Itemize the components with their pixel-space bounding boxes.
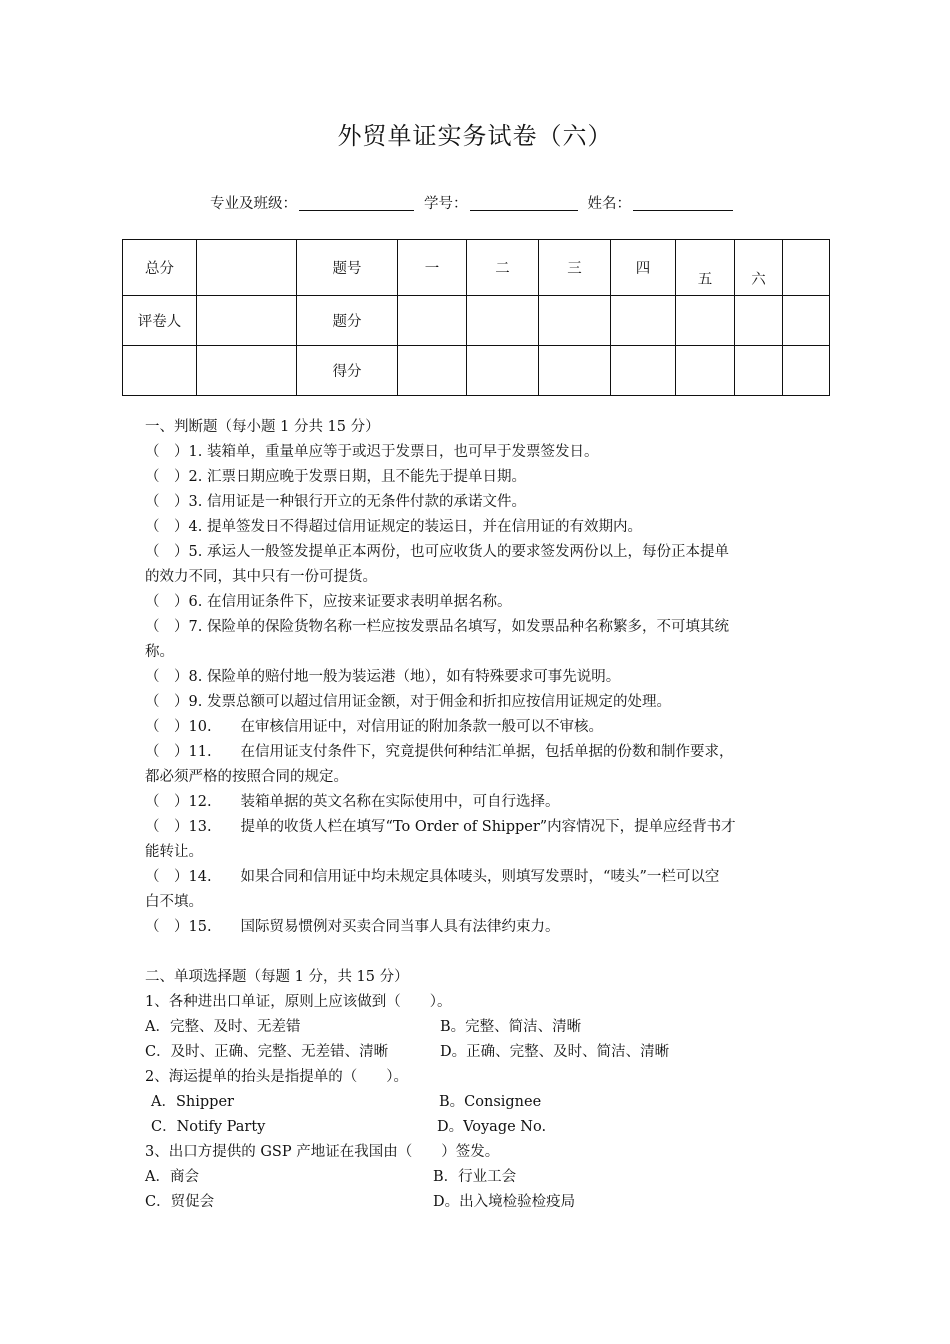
option-a[interactable]: A．完整、及时、无差错 — [145, 1019, 301, 1035]
list-item: （ ）1. 装箱单，重量单应等于或迟于发票日，也可早于发票签发日。 — [145, 444, 599, 460]
list-item: 能转让。 — [145, 844, 203, 860]
student-info — [210, 192, 743, 213]
table-cell[interactable] — [735, 346, 783, 396]
col-header-1: 一 — [398, 240, 467, 296]
list-item: （ ）5. 承运人一般签发提单正本两份，也可应收货人的要求签发两份以上，每份正本提单 — [145, 544, 729, 560]
question-3-options-ab — [145, 1165, 810, 1190]
total-label: 总分 — [123, 240, 197, 296]
list-item: （ ）3. 信用证是一种银行开立的无条件付款的承诺文件。 — [145, 494, 526, 510]
table-cell[interactable] — [467, 346, 539, 396]
spacer — [145, 940, 810, 965]
table-cell[interactable] — [676, 346, 735, 396]
option-c[interactable]: C．及时、正确、完整、无差错、清晰 — [145, 1044, 389, 1060]
table-cell[interactable] — [783, 346, 830, 396]
list-item: （ ）15. 国际贸易惯例对买卖合同当事人具有法律约束力。 — [145, 919, 560, 935]
option-d[interactable]: D。Voyage No. — [437, 1119, 547, 1135]
list-item: 的效力不同，其中只有一份可提货。 — [145, 569, 377, 585]
list-item: （ ）7. 保险单的保险货物名称一栏应按发票品名填写，如发票品种名称繁多，不可填其统 — [145, 619, 729, 635]
student-id-label: 学号： — [424, 196, 468, 212]
question-3-options-cd — [145, 1190, 810, 1215]
list-item: （ ）9. 发票总额可以超过信用证金额，对于佣金和折扣应按信用证规定的处理。 — [145, 694, 671, 710]
list-item: （ ）4. 提单签发日不得超过信用证规定的装运日，并在信用证的有效期内。 — [145, 519, 642, 535]
table-cell[interactable] — [783, 296, 830, 346]
exam-body — [145, 415, 810, 1215]
option-c[interactable]: C．贸促会 — [145, 1194, 215, 1210]
col-header-5: 五 — [676, 240, 735, 296]
option-a[interactable]: A．Shipper — [151, 1094, 234, 1110]
grader-cell[interactable] — [197, 296, 297, 346]
total-cell[interactable] — [197, 240, 297, 296]
list-item: 白不填。 — [145, 894, 203, 910]
table-row — [123, 240, 830, 296]
col-header-2: 二 — [467, 240, 539, 296]
exam-title: 外贸单证实务试卷（六） — [337, 122, 613, 150]
list-item: （ ）13. 提单的收货人栏在填写“To Order of Shipper”内容情况下，提单应经背书才 — [145, 819, 736, 835]
table-row — [123, 346, 830, 396]
class-blank[interactable] — [299, 194, 414, 211]
table-cell[interactable] — [676, 296, 735, 346]
list-item: （ ）6. 在信用证条件下，应按来证要求表明单据名称。 — [145, 594, 512, 610]
table-cell[interactable] — [539, 296, 611, 346]
question-1-stem: 1、各种进出口单证，原则上应该做到（ ）。 — [145, 994, 452, 1010]
question-1-options-cd — [145, 1040, 810, 1065]
table-cell[interactable] — [467, 296, 539, 346]
list-item: （ ）10. 在审核信用证中，对信用证的附加条款一般可以不审核。 — [145, 719, 604, 735]
option-a[interactable]: A．商会 — [145, 1169, 199, 1185]
points-label: 题分 — [297, 296, 398, 346]
question-2-stem: 2、海运提单的抬头是指提单的（ ）。 — [145, 1069, 408, 1085]
table-cell[interactable] — [611, 296, 676, 346]
score-table — [122, 239, 830, 396]
option-d[interactable]: D。出入境检验检疫局 — [433, 1194, 576, 1210]
list-item: （ ）14. 如果合同和信用证中均未规定具体唛头，则填写发票时，“唛头”一栏可以空 — [145, 869, 720, 885]
table-cell[interactable] — [735, 296, 783, 346]
option-b[interactable]: B。Consignee — [439, 1094, 542, 1110]
table-cell[interactable] — [539, 346, 611, 396]
list-item: （ ）11. 在信用证支付条件下，究竟提供何种结汇单据，包括单据的份数和制作要求， — [145, 744, 734, 760]
table-cell — [783, 240, 830, 296]
name-blank[interactable] — [633, 194, 733, 211]
question-3-stem: 3、出口方提供的 GSP 产地证在我国由（ ）签发。 — [145, 1144, 500, 1160]
option-b[interactable]: B．行业工会 — [433, 1169, 517, 1185]
col-header-6: 六 — [735, 240, 783, 296]
table-cell[interactable] — [123, 346, 197, 396]
list-item: （ ）8. 保险单的赔付地一般为装运港（地），如有特殊要求可事先说明。 — [145, 669, 621, 685]
name-label: 姓名： — [587, 196, 631, 212]
table-cell[interactable] — [611, 346, 676, 396]
list-item: 都必须严格的按照合同的规定。 — [145, 769, 348, 785]
table-cell[interactable] — [398, 346, 467, 396]
question-2-options-ab — [145, 1090, 810, 1115]
option-c[interactable]: C．Notify Party — [151, 1119, 266, 1135]
student-id-blank[interactable] — [470, 194, 578, 211]
table-row — [123, 296, 830, 346]
option-d[interactable]: D。正确、完整、及时、简洁、清晰 — [440, 1044, 670, 1060]
table-cell[interactable] — [398, 296, 467, 346]
question-1-options-ab — [145, 1015, 810, 1040]
section2-heading: 二、单项选择题（每题 1 分，共 15 分） — [145, 969, 409, 985]
list-item: （ ）2. 汇票日期应晚于发票日期，且不能先于提单日期。 — [145, 469, 526, 485]
score-label: 得分 — [297, 346, 398, 396]
section1-heading: 一、判断题（每小题 1 分共 15 分） — [145, 419, 380, 435]
question-2-options-cd — [145, 1115, 810, 1140]
question-no-label: 题号 — [297, 240, 398, 296]
list-item: 称。 — [145, 644, 174, 660]
list-item: （ ）12. 装箱单据的英文名称在实际使用中，可自行选择。 — [145, 794, 560, 810]
col-header-4: 四 — [611, 240, 676, 296]
option-b[interactable]: B。完整、简洁、清晰 — [440, 1019, 582, 1035]
col-header-3: 三 — [539, 240, 611, 296]
grader-label: 评卷人 — [123, 296, 197, 346]
class-label: 专业及班级： — [210, 196, 297, 212]
table-cell[interactable] — [197, 346, 297, 396]
